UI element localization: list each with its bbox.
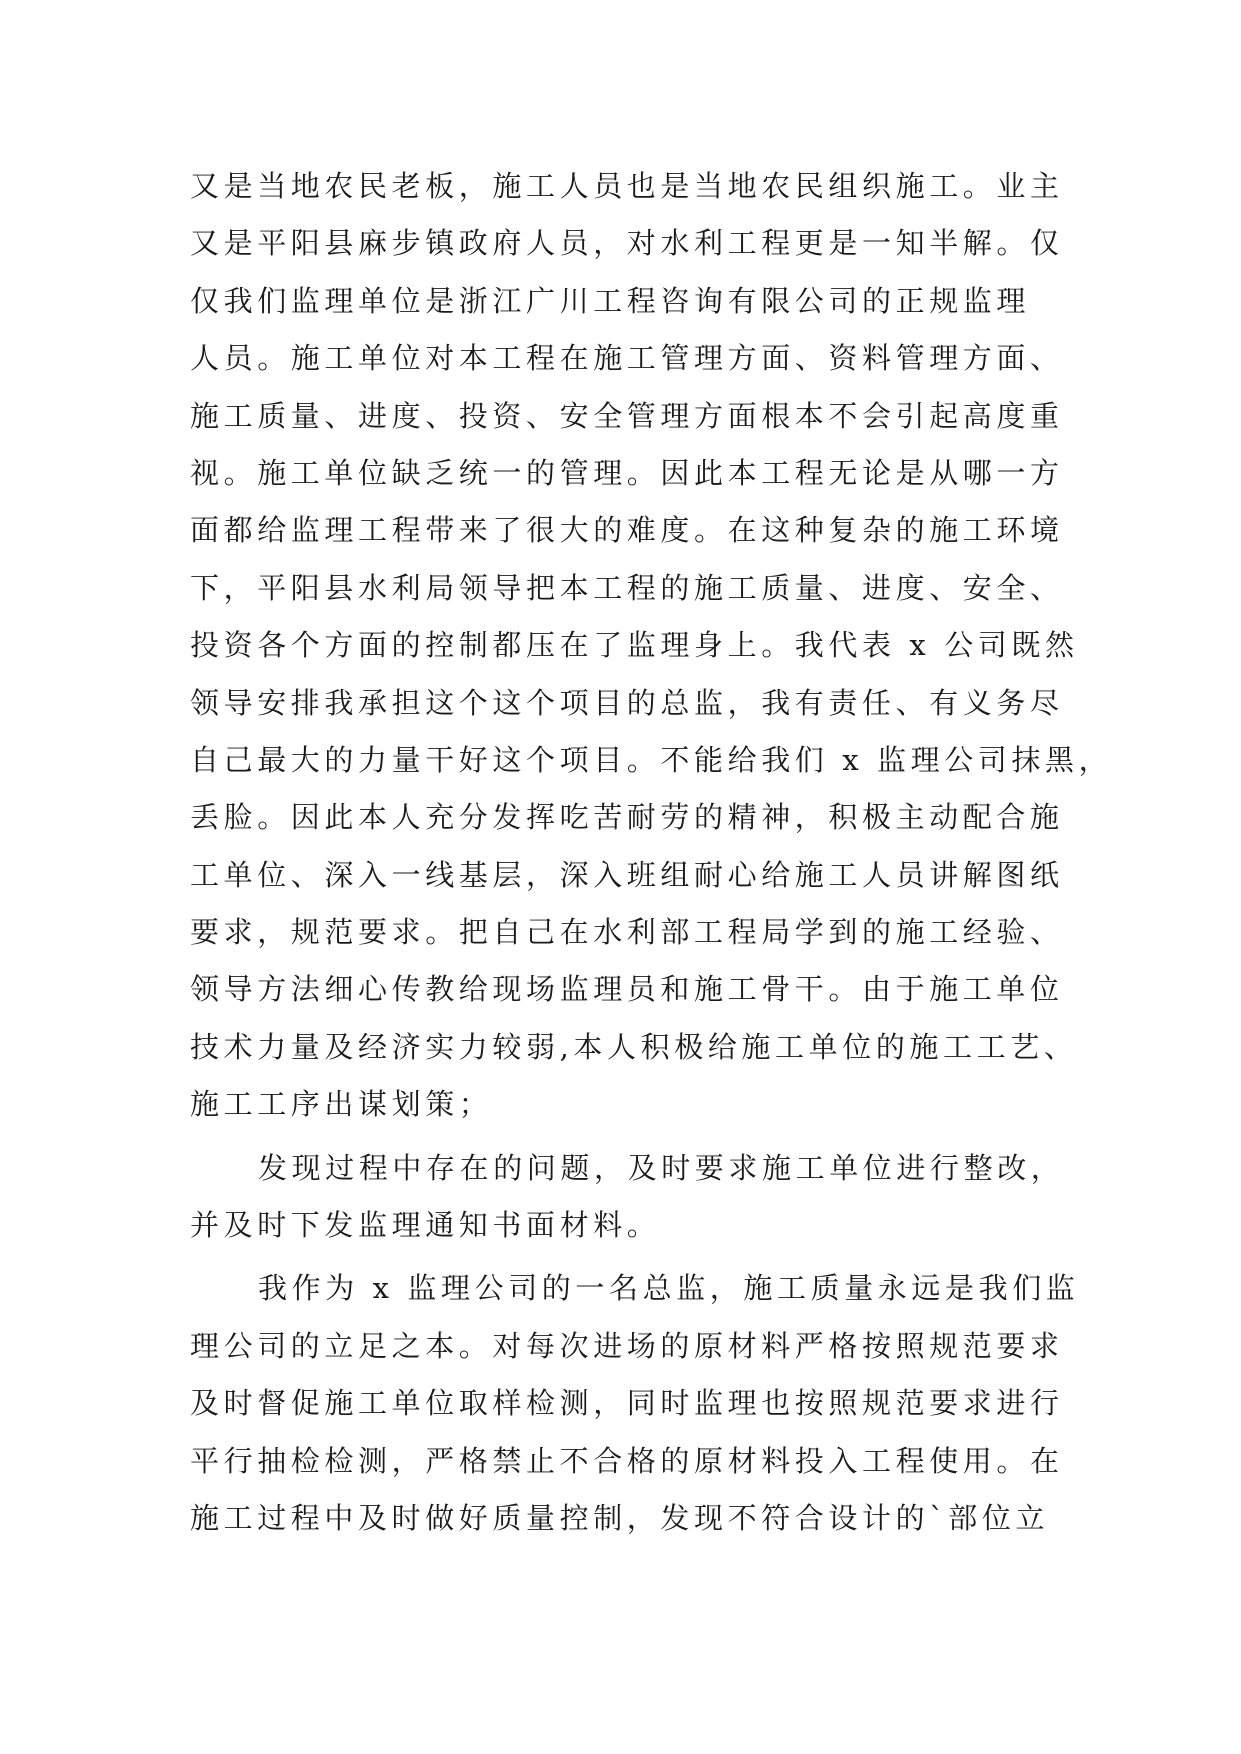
- text-line: 并及时下发监理通知书面材料。: [190, 1208, 661, 1243]
- text-line: 理公司的立足之本。对每次进场的原材料严格按照规范要求: [190, 1328, 1064, 1363]
- text-line: 及时督促施工单位取样检测，同时监理也按照规范要求进行: [190, 1386, 1064, 1421]
- text-line-first: 我作为 x 监理公司的一名总监，施工质量永远是我们监: [258, 1271, 1080, 1306]
- document-body: [190, 158, 1113, 1547]
- paragraph-2: [190, 1140, 1065, 1255]
- text-line: 自己最大的力量干好这个项目。不能给我们 x 监理公司抹黑，: [190, 742, 1113, 777]
- text-line: 人员。施工单位对本工程在施工管理方面、资料管理方面、: [190, 341, 1064, 376]
- text-line: 领导方法细心传教给现场监理员和施工骨干。由于施工单位: [190, 972, 1064, 1007]
- text-line: 施工质量、进度、投资、安全管理方面根本不会引起高度重: [190, 398, 1064, 433]
- text-line: 领导安排我承担这个这个项目的总监，我有责任、有义务尽: [190, 685, 1064, 720]
- text-line: 技术力量及经济实力较弱,本人积极给施工单位的施工工艺、: [190, 1029, 1078, 1064]
- text-line: 又是平阳县麻步镇政府人员，对水利工程更是一知半解。仅: [190, 226, 1064, 261]
- text-line: 工单位、深入一线基层，深入班组耐心给施工人员讲解图纸: [190, 857, 1064, 892]
- text-line: 下，平阳县水利局领导把本工程的施工质量、进度、安全、: [190, 570, 1064, 605]
- paragraph-3: [190, 1260, 1080, 1547]
- text-line: 平行抽检检测，严格禁止不合格的原材料投入工程使用。在: [190, 1443, 1064, 1478]
- text-line: 仅我们监理单位是浙江广川工程咨询有限公司的正规监理: [190, 283, 1031, 318]
- text-line: 又是当地农民老板，施工人员也是当地农民组织施工。业主: [190, 169, 1064, 203]
- paragraph-1: [190, 158, 1113, 1134]
- text-line-first: 发现过程中存在的问题，及时要求施工单位进行整改，: [258, 1150, 1065, 1185]
- text-line: 面都给监理工程带来了很大的难度。在这种复杂的施工环境: [190, 513, 1064, 548]
- text-line: 视。施工单位缺乏统一的管理。因此本工程无论是从哪一方: [190, 455, 1064, 490]
- text-line: 丢脸。因此本人充分发挥吃苦耐劳的精神，积极主动配合施: [190, 800, 1064, 835]
- text-line: 投资各个方面的控制都压在了监理身上。我代表 x 公司既然: [190, 628, 1079, 663]
- text-line: 施工工序出谋划策；: [190, 1087, 493, 1122]
- text-line: 施工过程中及时做好质量控制，发现不符合设计的`部位立: [190, 1500, 1050, 1535]
- text-line: 要求，规范要求。把自己在水利部工程局学到的施工经验、: [190, 915, 1064, 950]
